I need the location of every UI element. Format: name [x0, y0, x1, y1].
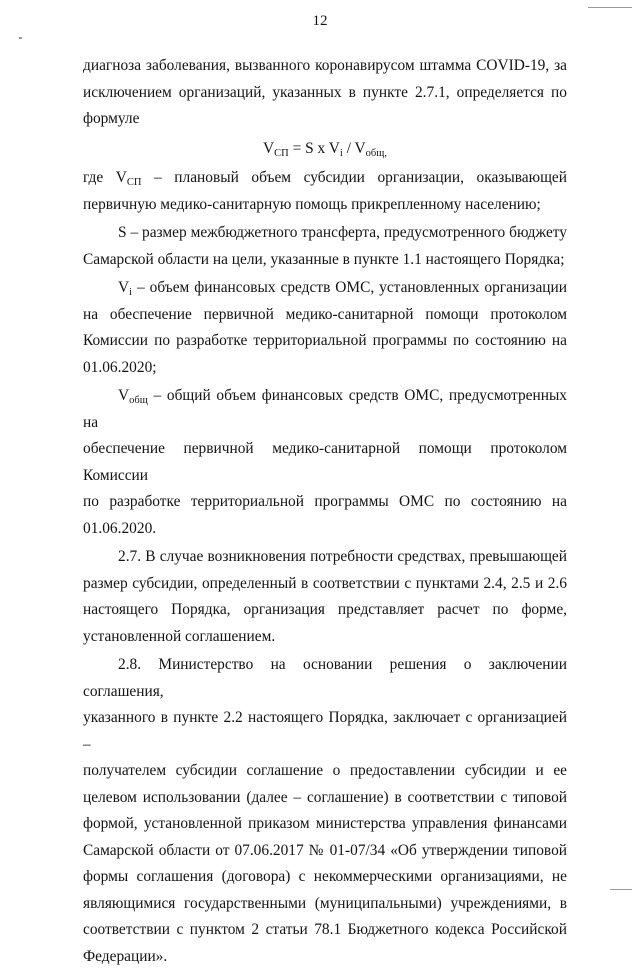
text-line: получателем субсидии соглашение о предоставлении субсидии и ее	[83, 758, 567, 785]
paragraph-2-8: 2.8. Министерство на основании решения о заключении соглашения,	[83, 652, 567, 705]
paragraph-2-7: 2.7. В случае возникновения потребности средствах, превышающей	[83, 544, 567, 571]
text-line: размер субсидии, определенный в соответствии с пунктами 2.4, 2.5 и 2.6	[83, 571, 567, 598]
text-line: первичную медико-санитарную помощь прикрепленному населению;	[83, 192, 567, 219]
text-line: формуле	[83, 106, 567, 133]
where-definition: где $V_{СП}$ – плановый объем субсидии организации, оказывающей	[83, 165, 567, 192]
scan-mark	[588, 7, 632, 8]
page-number: 12	[0, 13, 640, 30]
text-line: Самарской области на цели, указанные в пункте 1.1 настоящего Порядка;	[83, 247, 567, 274]
text-line: диагноза заболевания, вызванного коронавирусом штамма COVID-19, за	[83, 53, 567, 80]
text-line: Федерации».	[83, 944, 567, 970]
text-line: указанного в пункте 2.2 настоящего Порядка, заключает с организацией –	[83, 705, 567, 758]
text-line: обеспечение первичной медико-санитарной помощи протоколом Комиссии	[83, 436, 567, 489]
document-body	[83, 53, 567, 970]
text-line: 01.06.2020.	[83, 516, 567, 543]
text-line: формы соглашения (договора) с некоммерческими организациями, не	[83, 864, 567, 891]
s-definition: S – размер межбюджетного трансферта, предусмотренного бюджету	[83, 220, 567, 247]
text-line: Самарской области от 07.06.2017 № 01-07/34 «Об утверждении типовой	[83, 838, 567, 865]
text-line: являющимися государственными (муниципальными) учреждениями, в	[83, 891, 567, 918]
text-line: формой, установленной приказом министерства управления финансами	[83, 811, 567, 838]
scan-mark	[610, 889, 632, 890]
text-line: 01.06.2020;	[83, 355, 567, 382]
text-line: установленной соглашением.	[83, 624, 567, 651]
text-line: на обеспечение первичной медико-санитарной помощи протоколом	[83, 302, 567, 329]
text-line: настоящего Порядка, организация представляет расчет по форме,	[83, 597, 567, 624]
text-line: по разработке территориальной программы ОМС по состоянию на	[83, 489, 567, 516]
text-line: исключением организаций, указанных в пункте 2.7.1, определяется по	[83, 80, 567, 107]
scan-mark	[19, 37, 22, 39]
vobsh-definition: $V_{общ}$ – общий объем финансовых средств ОМС, предусмотренных на	[83, 383, 567, 436]
text-line: Комиссии по разработке территориальной программы по состоянию на	[83, 328, 567, 355]
text-line: соответствии с пунктом 2 статьи 78.1 Бюджетного кодекса Российской	[83, 917, 567, 944]
text-line: целевом использовании (далее – соглашение) в соответствии с типовой	[83, 785, 567, 812]
vi-definition: $V_i$ – объем финансовых средств ОМС, установленных организации	[83, 275, 567, 302]
formula: $V_{СП} = S$ x $V_i / V_{общ,}$	[83, 136, 567, 163]
